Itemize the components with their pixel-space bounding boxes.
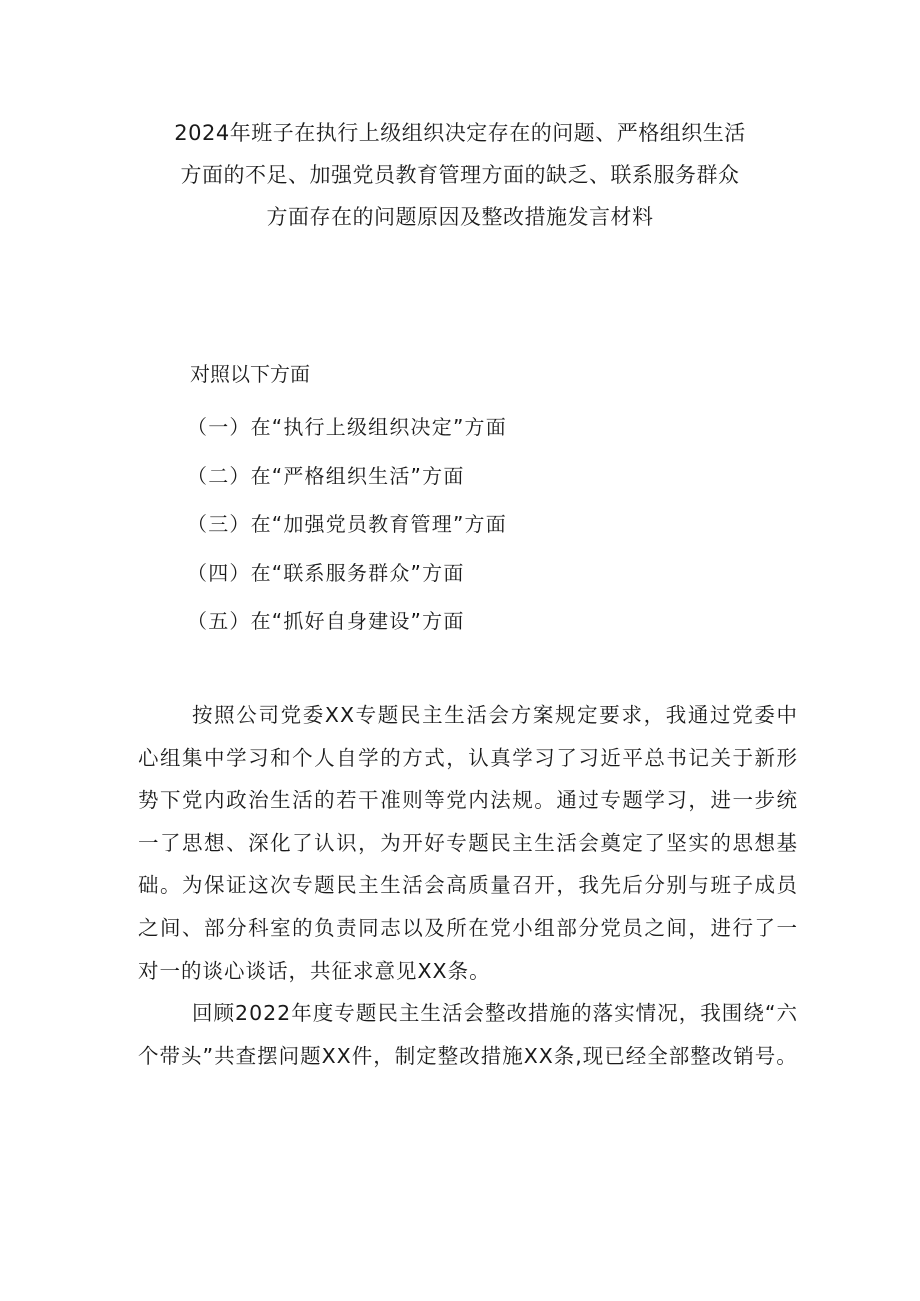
title-line-1: 2024年班子在执行上级组织决定存在的问题、严格组织生活 <box>174 121 746 145</box>
aspect-list <box>187 403 507 646</box>
title-line-3: 方面存在的问题原因及整改措施发言材料 <box>266 205 654 229</box>
aspect-item-3: （三）在“加强党员教育管理”方面 <box>187 512 507 536</box>
title-line-2: 方面的不足、加强党员教育管理方面的缺乏、联系服务群众 <box>180 163 740 187</box>
aspect-item-2: （二）在“严格组织生活”方面 <box>187 463 465 488</box>
aspect-item-5: （五）在“抓好自身建设”方面 <box>187 609 465 633</box>
aspect-item-1: （一）在“执行上级组织决定”方面 <box>187 415 507 439</box>
document-title <box>100 112 820 238</box>
body-text <box>138 694 798 1077</box>
paragraph-2: 回顾2022年度专题民主生活会整改措施的落实情况，我围绕“六个带头”共查摆问题XX件，制定整改措施XX条,现已经全部整改销号。 <box>138 1001 798 1068</box>
paragraph-1: 按照公司党委XX专题民主生活会方案规定要求，我通过党委中心组集中学习和个人自学的方式，认真学习了习近平总书记关于新形势下党内政治生活的若干准则等党内法规。通过专题学习，进一步统一了思想、深化了认识，为开好专题民主生活会奠定了坚实的思想基础。为保证这次专题民主生活会高质量召开，我先后分别与班子成员之间、部分科室的负责同志以及所在党小组部分党员之间，进行了一对一的谈心谈话，共征求意见XX条。 <box>138 703 798 983</box>
intro-line: 对照以下方面 <box>190 362 310 386</box>
aspect-item-4: （四）在“联系服务群众”方面 <box>187 560 465 585</box>
